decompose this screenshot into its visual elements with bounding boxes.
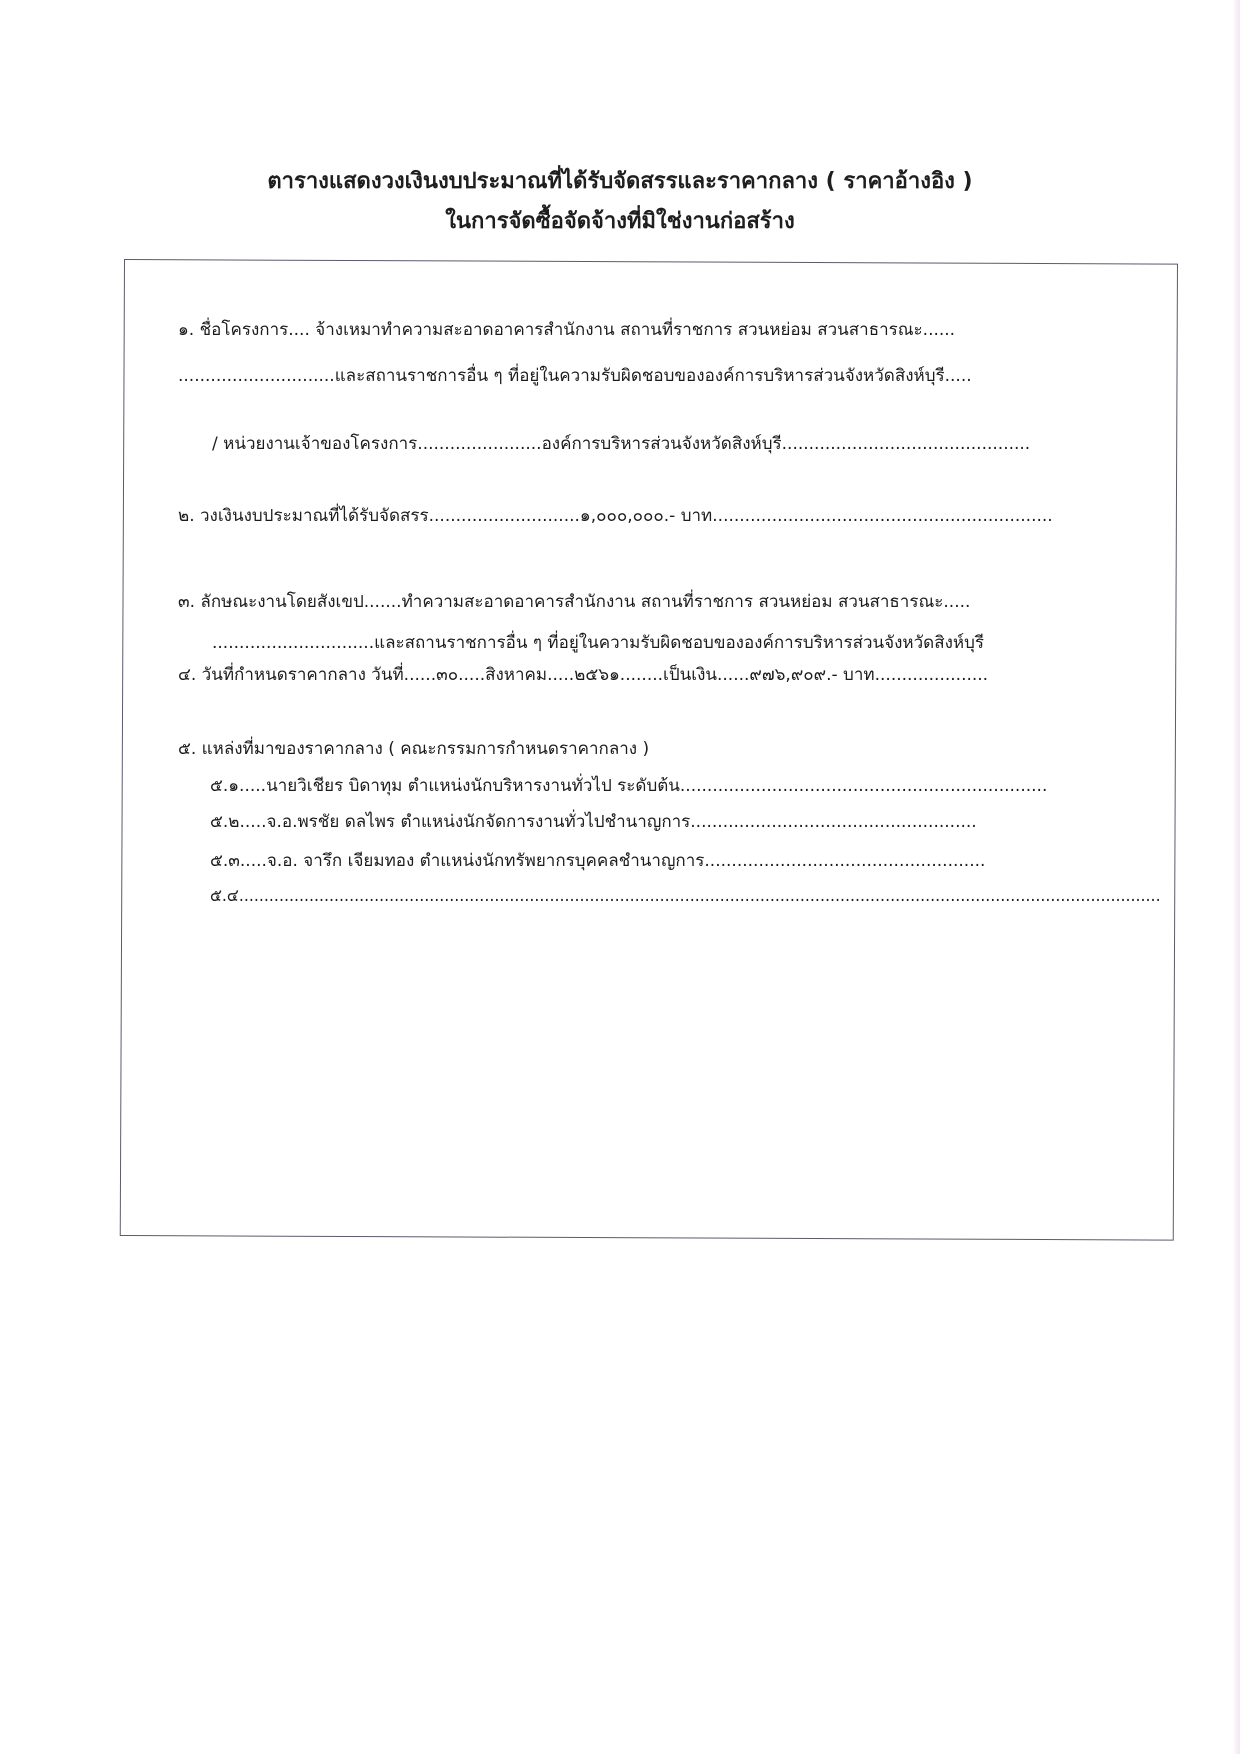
item1-project-name: ๑. ชื่อโครงการ.... จ้างเหมาทำความสะอาดอาคารสำนักงาน สถานที่ราชการ สวนหย่อม สวนสาธารณะ...... <box>178 320 956 340</box>
page-edge <box>1234 0 1240 1754</box>
item1-project-name-cont: .............................และสถานราชการอื่น ๆ ที่อยู่ในความรับผิดชอบขององค์การบริหารส่วนจังหวัดสิงห์บุรี..... <box>178 366 972 386</box>
item5-committee-3: ๕.๓.....จ.อ. จารึก เจียมทอง ตำแหน่งนักทรัพยากรบุคคลชำนาญการ.................................................... <box>210 851 986 871</box>
document-title-line1: ตารางแสดงวงเงินงบประมาณที่ได้รับจัดสรรและราคากลาง ( ราคาอ้างอิง ) <box>267 169 973 194</box>
document-title-line2: ในการจัดซื้อจัดจ้างที่มิใช่งานก่อสร้าง <box>445 209 795 234</box>
item4-reference-date: ๔. วันที่กำหนดราคากลาง วันที่......๓๐.....สิงหาคม.....๒๕๖๑........เป็นเงิน......๙๗๖,๙๐๙.- บาท..................... <box>178 665 989 685</box>
item3-description: ๓. ลักษณะงานโดยสังเขป.......ทำความสะอาดอาคารสำนักงาน สถานที่ราชการ สวนหย่อม สวนสาธารณะ..... <box>178 592 971 612</box>
item5-committee-1: ๕.๑.....นายวิเชียร บิดาทุม ตำแหน่งนักบริหารงานทั่วไป ระดับต้น.................................................................... <box>210 776 1048 796</box>
item3-description-cont: ..............................และสถานราชการอื่น ๆ ที่อยู่ในความรับผิดชอบขององค์การบริหารส่วนจังหวัดสิงห์บุรี <box>212 633 985 653</box>
item5-committee-4: ๕.๔........................................................................................................................................................................................ <box>210 886 1161 906</box>
item5-committee-2: ๕.๒.....จ.อ.พรชัย ดลไพร ตำแหน่งนักจัดการงานทั่วไปชำนาญการ..................................................... <box>210 812 977 832</box>
item1-agency: / หน่วยงานเจ้าของโครงการ.......................องค์การบริหารส่วนจังหวัดสิงห์บุรี.............................................. <box>212 434 1031 454</box>
item2-budget: ๒. วงเงินงบประมาณที่ได้รับจัดสรร............................๑,๐๐๐,๐๐๐.- บาท............................................................... <box>178 506 1053 526</box>
item5-heading: ๕. แหล่งที่มาของราคากลาง ( คณะกรรมการกำหนดราคากลาง ) <box>178 739 650 759</box>
